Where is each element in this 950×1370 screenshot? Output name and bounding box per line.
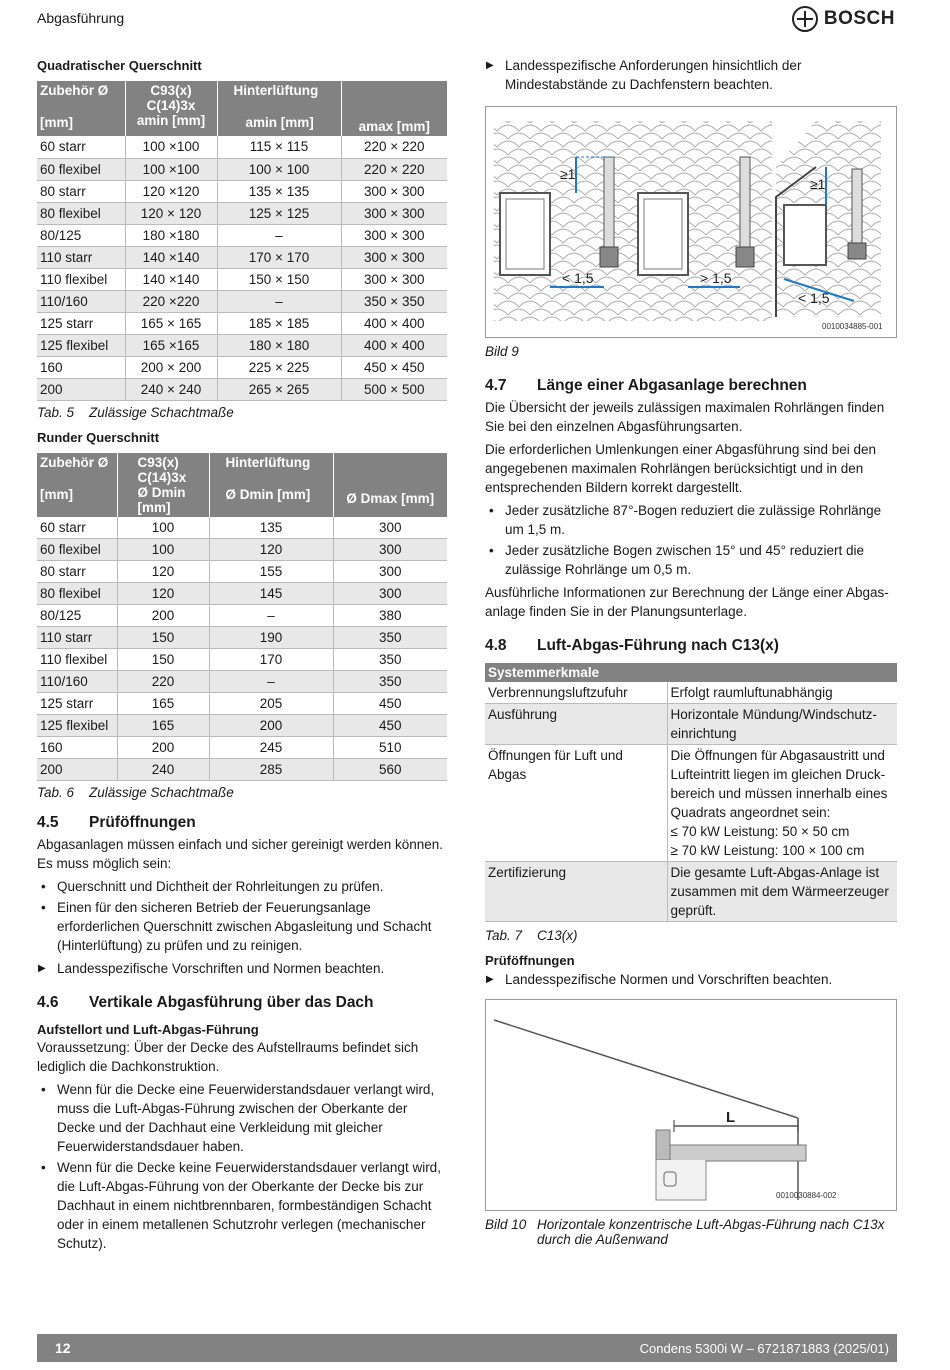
- brand-name: BOSCH: [823, 8, 895, 29]
- page-footer: [37, 1334, 897, 1362]
- table-cell: 110 flexibel: [37, 649, 117, 671]
- section-4-7-p3: Ausführliche Informationen zur Berechnung der Länge einer Abgasanlage finden Sie in der Planungsunterlage.: [485, 585, 889, 619]
- table-cell: 205: [209, 693, 333, 715]
- dist-label-5: < 1,5: [798, 290, 830, 306]
- table-cell: 80 starr: [37, 180, 125, 202]
- table-row: [37, 290, 447, 312]
- table-cell: 380: [333, 605, 447, 627]
- col-header-zubehoer: [37, 453, 117, 517]
- table-cell: 350 × 350: [341, 290, 447, 312]
- caption-number: Tab. 5: [37, 404, 75, 420]
- table-cell: 80 starr: [37, 561, 117, 583]
- table-cell: 300: [333, 539, 447, 561]
- table-cell: 240: [117, 759, 209, 781]
- col-header-dmax: [333, 453, 447, 517]
- th-text: amin [mm]: [245, 115, 314, 130]
- dachfenster-action: ▶ Landesspezifische Anforderungen hinsichtlich der Mindestabstände zu Dachfenstern beachten.: [485, 56, 897, 94]
- page-number: 12: [55, 1340, 71, 1356]
- list-item: • Querschnitt und Dichtheit der Rohrleitungen zu prüfen.: [37, 877, 447, 896]
- table-cell: 165: [117, 693, 209, 715]
- table-cell: 135: [209, 517, 333, 539]
- th-text: Ø Dmax [mm]: [346, 490, 435, 506]
- pruefoeffnungen-subheading: Prüföffnungen: [485, 953, 575, 968]
- table-row: [37, 356, 447, 378]
- table-cell: 220 × 220: [341, 136, 447, 158]
- table-cell: 160: [37, 737, 117, 759]
- section-number: 4.6: [37, 994, 59, 1011]
- th-text: C93(x): [150, 83, 192, 98]
- table-cell: 115 × 115: [217, 136, 341, 158]
- col-header-amax: [341, 81, 447, 136]
- table-cell: 120 ×120: [125, 180, 217, 202]
- th-text: Zubehör Ø: [40, 83, 109, 98]
- table-cell: 120 × 120: [125, 202, 217, 224]
- table-cell: 125 starr: [37, 693, 117, 715]
- table-cell: 100 ×100: [125, 158, 217, 180]
- table-row: [485, 704, 897, 745]
- section-4-5-intro: Abgasanlagen müssen einfach und sicher gereinigt werden können. Es muss möglich sein:: [37, 837, 444, 871]
- table-cell: 200: [117, 605, 209, 627]
- th-text: C93(x): [137, 454, 179, 470]
- table-row: [37, 649, 447, 671]
- table-cell: 200: [37, 759, 117, 781]
- square-table: [37, 81, 447, 401]
- table-cell: 300: [333, 561, 447, 583]
- table-cell: 165: [117, 715, 209, 737]
- table-cell: –: [209, 605, 333, 627]
- section-4-7-p1: Die Übersicht der jeweils zulässigen maximalen Rohrlängen finden Sie bei den einzelnen Abgasführungsarten.: [485, 400, 885, 434]
- caption-text: Horizontale konzentrische Luft-Abgas-Führung nach C13x durch die Außenwand: [537, 1217, 885, 1247]
- tab6-caption: [37, 785, 447, 800]
- th-text: amax [mm]: [358, 119, 430, 134]
- table-cell: 60 flexibel: [37, 158, 125, 180]
- table-row: [37, 539, 447, 561]
- table-cell: 80/125: [37, 224, 125, 246]
- table-cell: 80/125: [37, 605, 117, 627]
- tab7-caption: [485, 928, 897, 943]
- table-cell: 350: [333, 627, 447, 649]
- table-cell: 60 starr: [37, 517, 117, 539]
- table-cell: 285: [209, 759, 333, 781]
- section-4-6-list: [37, 1080, 447, 1253]
- table-cell: 80 flexibel: [37, 202, 125, 224]
- pruefoeffnungen-action: ▶ Landesspezifische Normen und Vorschriften beachten.: [485, 970, 897, 989]
- square-heading: Quadratischer Querschnitt: [37, 58, 202, 73]
- table-row: [37, 605, 447, 627]
- table-cell: 170: [209, 649, 333, 671]
- right-column: [485, 56, 897, 1257]
- section-number: 4.7: [485, 377, 507, 394]
- table-cell: Öffnungen für Luft und Abgas: [485, 745, 667, 862]
- table-row: [485, 745, 897, 862]
- table-row: [37, 180, 447, 202]
- table-cell: 245: [209, 737, 333, 759]
- table-cell: 165 ×165: [125, 334, 217, 356]
- table-cell: 200: [37, 378, 125, 400]
- document-id: Condens 5300i W – 6721871883 (2025/01): [639, 1340, 889, 1356]
- table-cell: 100 × 100: [217, 158, 341, 180]
- table-cell: Zertifizierung: [485, 862, 667, 922]
- th-text: Ø Dmin: [137, 484, 186, 500]
- section-4-6-subheading: Aufstellort und Luft-Abgas-Führung: [37, 1022, 259, 1037]
- table-cell: 400 × 400: [341, 312, 447, 334]
- bosch-armature-icon: [792, 6, 818, 32]
- table-cell: 125 starr: [37, 312, 125, 334]
- table-cell: 450: [333, 715, 447, 737]
- th-text: Hinterlüftung: [225, 454, 311, 470]
- table-cell: 200 × 200: [125, 356, 217, 378]
- table-cell: Die gesamte Luft-Abgas-Anlage ist zusammen mit dem Wärmeerzeuger geprüft.: [667, 862, 897, 922]
- table-cell: 110/160: [37, 290, 125, 312]
- section-4-7-list: [485, 501, 897, 579]
- header-title: Abgasführung: [37, 10, 125, 26]
- table-cell: 450: [333, 693, 447, 715]
- table-row: [37, 312, 447, 334]
- th-text: C(14)3x: [137, 469, 187, 485]
- table-cell: 60 starr: [37, 136, 125, 158]
- table-cell: –: [209, 671, 333, 693]
- list-item: • Wenn für die Decke eine Feuerwiderstandsdauer verlangt wird, muss die Luft-Abgas-Führung zwischen der Oberkante der Decke und der Dachhaut eine Verkleidung mit gleicher Feuerwiderstandsdauer haben.: [37, 1080, 447, 1156]
- caption-text: Zulässige Schachtmaße: [89, 785, 234, 800]
- table-cell: 80 flexibel: [37, 583, 117, 605]
- section-title: Luft-Abgas-Führung nach C13(x): [537, 637, 779, 654]
- systemmerkmale-table: [485, 663, 897, 922]
- figure-9: [485, 106, 897, 338]
- table-cell: 400 × 400: [341, 334, 447, 356]
- table-cell: 120: [117, 561, 209, 583]
- th-text: [mm]: [40, 486, 73, 502]
- table-cell: –: [217, 290, 341, 312]
- table-cell: 150: [117, 649, 209, 671]
- table-row: [37, 378, 447, 400]
- table-cell: Ausführung: [485, 704, 667, 745]
- section-4-5-list: [37, 877, 447, 955]
- flue-pipe-2: [740, 157, 750, 247]
- col-header-hinterlueftung: [209, 453, 333, 517]
- fig9-caption: Bild 9: [485, 344, 519, 359]
- section-4-5-action: ▶ Landesspezifische Vorschriften und Normen beachten.: [37, 959, 447, 978]
- flue-pipe-3: [852, 169, 862, 249]
- table-cell: 140 ×140: [125, 268, 217, 290]
- th-text: [mm]: [40, 115, 73, 130]
- section-4-5-heading: [37, 814, 447, 832]
- table-cell: 185 × 185: [217, 312, 341, 334]
- dist-label-4: > 1,5: [700, 270, 732, 286]
- dist-label-1: ≥1: [560, 166, 576, 182]
- table-cell: 125 flexibel: [37, 334, 125, 356]
- table-row: [485, 682, 897, 704]
- table-cell: 110 starr: [37, 627, 117, 649]
- table-row: [37, 737, 447, 759]
- table-cell: 160: [37, 356, 125, 378]
- table-cell: 110/160: [37, 671, 117, 693]
- section-4-7-heading: [485, 377, 897, 395]
- table-row: [37, 136, 447, 158]
- table-head-empty: [667, 663, 897, 682]
- table-cell: 150 × 150: [217, 268, 341, 290]
- section-title: Vertikale Abgasführung über das Dach: [89, 994, 374, 1011]
- figure-10: [485, 999, 897, 1211]
- table-cell: 110 flexibel: [37, 268, 125, 290]
- list-item: • Wenn für die Decke keine Feuerwiderstandsdauer verlangt wird, die Luft-Abgas-Führung von der Oberkante der Decke bis zur Dachhaut in einem nichtbrennbaren, formbeständigen Schacht oder in einem metallenen Schutzrohr verlegen (mechanischer Schutz).: [37, 1158, 447, 1253]
- roof-window-1: [500, 193, 550, 275]
- table-row: [37, 246, 447, 268]
- table-cell: 300 × 300: [341, 246, 447, 268]
- table-cell: 500 × 500: [341, 378, 447, 400]
- horizontal-flue-diagram: [486, 1000, 896, 1211]
- fig10-caption: [485, 1217, 897, 1247]
- th-text: [mm]: [137, 499, 171, 515]
- table-cell: 180 × 180: [217, 334, 341, 356]
- table-cell: 300 × 300: [341, 180, 447, 202]
- list-item: • Jeder zusätzliche Bogen zwischen 15° und 45° reduziert die zulässige Rohrlänge um 0,5 m.: [485, 541, 897, 579]
- table-cell: 225 × 225: [217, 356, 341, 378]
- figure-code: 0010030884-002: [776, 1191, 837, 1200]
- table-row: [37, 561, 447, 583]
- th-text: C(14)3x: [146, 98, 196, 113]
- tab5-caption: [37, 405, 447, 420]
- table-cell: 100: [117, 517, 209, 539]
- table-row: [37, 693, 447, 715]
- table-cell: 120: [117, 583, 209, 605]
- section-4-8-heading: [485, 637, 897, 655]
- caption-number: Bild 10: [485, 1217, 527, 1232]
- left-column: [37, 56, 447, 1257]
- table-row: [37, 627, 447, 649]
- section-number: 4.5: [37, 814, 59, 831]
- table-cell: 350: [333, 671, 447, 693]
- col-header-hinterlueftung: [217, 81, 341, 136]
- caption-number: Tab. 7: [485, 928, 523, 943]
- col-header-c93: [125, 81, 217, 136]
- table-row: [37, 334, 447, 356]
- th-text: Hinterlüftung: [233, 83, 319, 98]
- table-cell: Die Öffnungen für Abgasaustritt und Lufteintritt liegen im gleichen Druckbereich und müssen innerhalb eines Quadrats angeordnet sein: ≤ 70 kW Leistung: 50 × 50 cm ≥ 70 kW Leistung: 100 × 100 cm: [667, 745, 897, 862]
- table-cell: 100 ×100: [125, 136, 217, 158]
- section-number: 4.8: [485, 637, 507, 654]
- table-cell: –: [217, 224, 341, 246]
- table-row: [37, 202, 447, 224]
- table-head: Systemmerkmale: [485, 663, 667, 682]
- table-cell: 110 starr: [37, 246, 125, 268]
- table-cell: 300 × 300: [341, 202, 447, 224]
- list-item: • Jeder zusätzliche 87°-Bogen reduziert die zulässige Rohrlänge um 1,5 m.: [485, 501, 897, 539]
- table-cell: 220: [117, 671, 209, 693]
- table-cell: Erfolgt raumluftunabhängig: [667, 682, 897, 704]
- table-cell: 510: [333, 737, 447, 759]
- table-row: [37, 224, 447, 246]
- dist-label-2: ≥1: [810, 176, 826, 192]
- table-cell: 220 × 220: [341, 158, 447, 180]
- table-cell: 150: [117, 627, 209, 649]
- table-cell: 170 × 170: [217, 246, 341, 268]
- list-item: • Einen für den sicheren Betrieb der Feuerungsanlage erforderlichen Querschnitt zwischen Abgasleitung und Schacht (Hinterlüftung) zu prüfen und zu reinigen.: [37, 898, 447, 955]
- table-row: [37, 517, 447, 539]
- bosch-logo: [792, 6, 895, 32]
- table-cell: 300: [333, 583, 447, 605]
- table-cell: 265 × 265: [217, 378, 341, 400]
- table-cell: 200: [117, 737, 209, 759]
- table-row: [37, 715, 447, 737]
- table-cell: 100: [117, 539, 209, 561]
- table-row: [37, 671, 447, 693]
- table-cell: 145: [209, 583, 333, 605]
- table-cell: 200: [209, 715, 333, 737]
- round-table: [37, 453, 447, 782]
- section-4-7-p2: Die erforderlichen Umlenkungen einer Abgasführung sind bei den angegebenen maximalen Rohrlängen berücksichtigt und in den entsprechenden Bildern korrekt dargestellt.: [485, 442, 876, 495]
- col-header-zubehoer: [37, 81, 125, 136]
- table-cell: 300: [333, 517, 447, 539]
- table-cell: 190: [209, 627, 333, 649]
- caption-number: Tab. 6: [37, 785, 75, 800]
- table-cell: 350: [333, 649, 447, 671]
- th-text: Ø Dmin [mm]: [225, 486, 311, 502]
- col-header-c93: [117, 453, 209, 517]
- caption-text: C13(x): [537, 928, 578, 943]
- roof-window-diagram: [486, 107, 896, 338]
- figure-code: 0010034885-001: [822, 322, 883, 331]
- table-cell: 165 × 165: [125, 312, 217, 334]
- table-cell: 120: [209, 539, 333, 561]
- table-cell: 300 × 300: [341, 224, 447, 246]
- table-row: [37, 759, 447, 781]
- caption-text: Zulässige Schachtmaße: [89, 404, 234, 420]
- table-cell: 60 flexibel: [37, 539, 117, 561]
- section-4-6-intro: Voraussetzung: Über der Decke des Aufstellraums befindet sich lediglich die Dachkonstruktion.: [37, 1040, 419, 1074]
- table-cell: 180 ×180: [125, 224, 217, 246]
- dist-label-3: < 1,5: [562, 270, 594, 286]
- table-cell: 240 × 240: [125, 378, 217, 400]
- table-cell: 155: [209, 561, 333, 583]
- table-cell: 125 flexibel: [37, 715, 117, 737]
- round-heading: Runder Querschnitt: [37, 429, 160, 445]
- section-4-6-heading: [37, 994, 447, 1012]
- table-cell: 125 × 125: [217, 202, 341, 224]
- th-text: amin [mm]: [136, 113, 206, 128]
- roof-window-2: [638, 193, 688, 275]
- table-cell: 135 × 135: [217, 180, 341, 202]
- table-cell: 140 ×140: [125, 246, 217, 268]
- flue-duct: [656, 1145, 806, 1161]
- table-cell: Horizontale Mündung/Windschutzeinrichtung: [667, 704, 897, 745]
- table-row: [37, 583, 447, 605]
- table-cell: 450 × 450: [341, 356, 447, 378]
- table-cell: 560: [333, 759, 447, 781]
- table-row: [37, 268, 447, 290]
- table-cell: Verbrennungsluftzufuhr: [485, 682, 667, 704]
- table-cell: 300 × 300: [341, 268, 447, 290]
- th-text: Zubehör Ø: [40, 454, 109, 470]
- length-label: L: [726, 1109, 736, 1126]
- table-cell: 220 ×220: [125, 290, 217, 312]
- flue-pipe-1: [604, 157, 614, 247]
- section-title: Länge einer Abgasanlage berechnen: [537, 377, 807, 394]
- section-title: Prüföffnungen: [89, 814, 196, 831]
- table-row: [485, 862, 897, 922]
- table-row: [37, 158, 447, 180]
